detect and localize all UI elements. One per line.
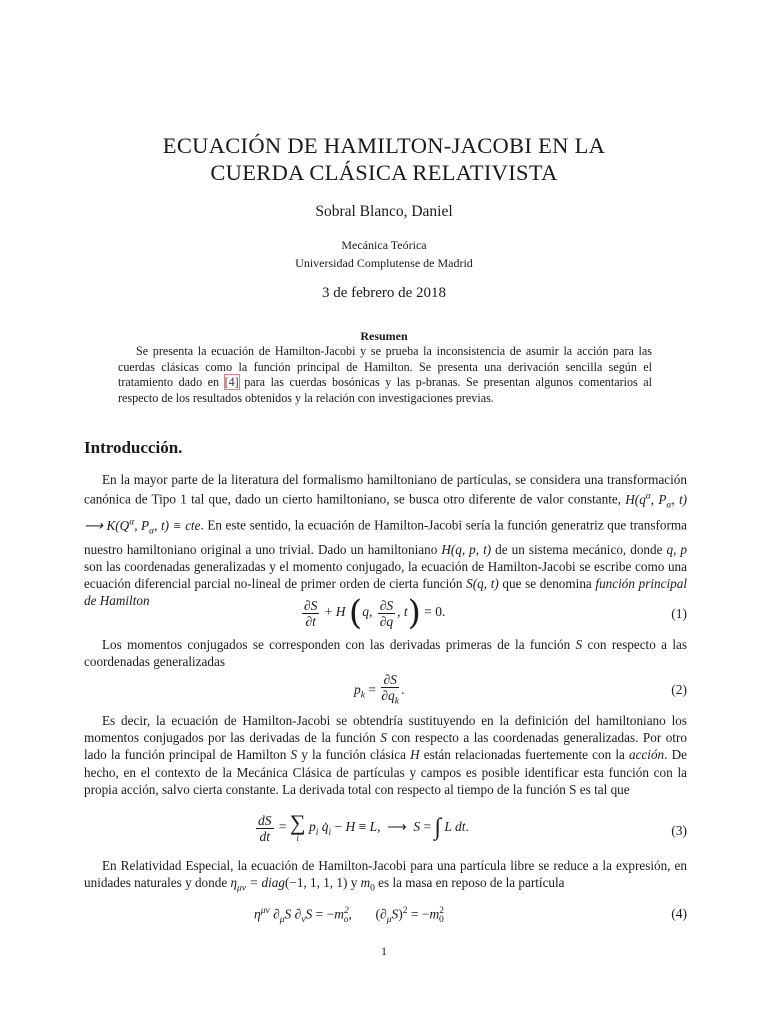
p3-emphasis: acción: [629, 747, 665, 763]
title-line-2: CUERDA CLÁSICA RELATIVISTA: [210, 160, 558, 185]
p1-math-qp: q, p: [666, 541, 687, 557]
p1-text-c: de un sistema mecánico, donde: [491, 541, 667, 557]
title-line-1: ECUACIÓN DE HAMILTON-JACOBI EN LA: [162, 133, 606, 158]
p4-text-c: es la masa en reposo de la partícula: [374, 875, 565, 891]
p4-math-mass: $m_0$: [360, 875, 375, 894]
p1-text-b: . En este sentido, la ecuación de Hamilton-Jacobi sería la función generatriz que transforma nuestro hamiltoniano original a uno trivial. Dado un hamiltoniano: [84, 517, 687, 557]
p1-math-transform: $H(q^\alpha$, $P_\alpha$, t) ⟶ $K(Q^\alpha$, $P_\alpha$, t) ≡ cte: [84, 491, 688, 537]
publication-date: 3 de febrero de 2018: [321, 285, 447, 301]
p3-var-s2: S: [290, 747, 298, 763]
paragraph-3: [84, 712, 687, 798]
abstract-heading: Resumen: [360, 329, 408, 343]
affiliation-department: Mecánica Teórica: [341, 238, 427, 252]
section-heading: Introducción.: [84, 438, 183, 457]
equation-4-body: $\eta^{\mu\nu}$ $\partial_\mu S$ $\partial_\nu S = -m^2_o$, $(\partial_\mu S)^2 = -m^2_0$: [254, 906, 444, 926]
p3-text-b: con respecto a las coordenadas generalizadas. Por otro lado la función principal de Hamilton: [84, 730, 688, 763]
equation-4-number: (4): [671, 906, 687, 921]
equation-4: [84, 906, 687, 926]
abstract-body: [118, 344, 652, 406]
abstract-text-1: Se presenta la ecuación de Hamilton-Jacobi y se prueba la inconsistencia de asumir la acción para las cuerdas clásicas como la función principal de Hamilton. Se presenta una derivación sencilla según el tratamiento dado en: [118, 344, 652, 390]
citation-link[interactable]: [4]: [224, 375, 239, 390]
equation-2: [84, 672, 687, 708]
equation-2-number: (2): [671, 682, 687, 697]
p3-text-e: . De hecho, en el contexto de la Mecánica Clásica de partículas y campos es posible identificar esta función con la propia acción, salvo cierta constante. La derivada total con respecto al tiempo de la función S es tal que: [84, 747, 687, 797]
p4-text-a: En Relatividad Especial, la ecuación de Hamilton-Jacobi para una partícula libre se reduce a la expresión, en unidades naturales y donde: [84, 858, 687, 891]
p1-math-sqt: S(q, t): [466, 576, 499, 592]
p3-text-a: Es decir, la ecuación de Hamilton-Jacobi se obtendría sustituyendo en la definición del hamiltoniano los momentos conjugados por las derivadas de la función: [84, 713, 687, 746]
equation-1-number: (1): [671, 606, 687, 621]
p3-text-c: y la función clásica: [297, 747, 411, 763]
equation-2-body: $p_k$ = $\frac{\partial S}{\partial q_k}$ .: [354, 672, 405, 707]
p4-math-metric: $\eta_{\mu\nu}$ = diag(−1, 1, 1, 1): [230, 875, 348, 894]
p4-text-b: y: [347, 875, 361, 891]
p3-var-h: H: [410, 747, 420, 763]
affiliation-university: Universidad Complutense de Madrid: [295, 256, 473, 270]
equation-1: [84, 593, 687, 636]
p2-var-s: S: [575, 637, 583, 652]
p1-text-d: son las coordenadas generalizadas y el momento conjugado, la ecuación de Hamilton-Jacobi se escribe como una ecuación diferencial parcial no-lineal de primer orden de cierta función: [84, 558, 687, 592]
p1-math-hamiltonian: H(q, p, t): [441, 541, 492, 557]
author-name: Sobral Blanco, Daniel: [315, 203, 453, 220]
equation-3-number: (3): [671, 823, 687, 838]
equation-3: [84, 812, 687, 854]
page-number: 1: [381, 944, 387, 958]
paragraph-2: [84, 636, 687, 670]
p1-text-e: que se denomina: [498, 576, 596, 592]
equation-1-body: $\frac{\partial S}{\partial t}$ + H (q, $\frac{\partial S}{\partial q}$ , t) = 0.: [304, 593, 446, 633]
paper-title: [60, 132, 708, 186]
equation-3-body: $\frac{dS}{dt}$ = ∑ i $p_i$ $q̇_i - H \equiv L$, ⟶ S = ∫ L dt.: [258, 810, 469, 844]
p2-text-a: Los momentos conjugados se corresponden con las derivadas primeras de la función: [102, 637, 576, 652]
p3-text-d: están relacionadas fuertemente con la: [419, 747, 629, 763]
p1-text-a: En la mayor parte de la literatura del formalismo hamiltoniano de partículas, se considera una transformación canónica de Tipo 1 tal que, dado un cierto hamiltoniano, se busca otro diferente de valor constante,: [84, 472, 687, 507]
p3-var-s1: S: [380, 730, 387, 746]
paragraph-1: [84, 471, 687, 609]
abstract-text-2: para las cuerdas bosónicas y las p-branas. Se presentan algunos comentarios al respecto de los resultados obtenidos y la relación con investigaciones previas.: [118, 375, 652, 405]
p2-text-b: con respecto a las coordenadas generalizadas: [84, 637, 687, 670]
p1-emphasis: función principal de Hamilton: [84, 576, 687, 609]
paragraph-4: [84, 857, 687, 898]
